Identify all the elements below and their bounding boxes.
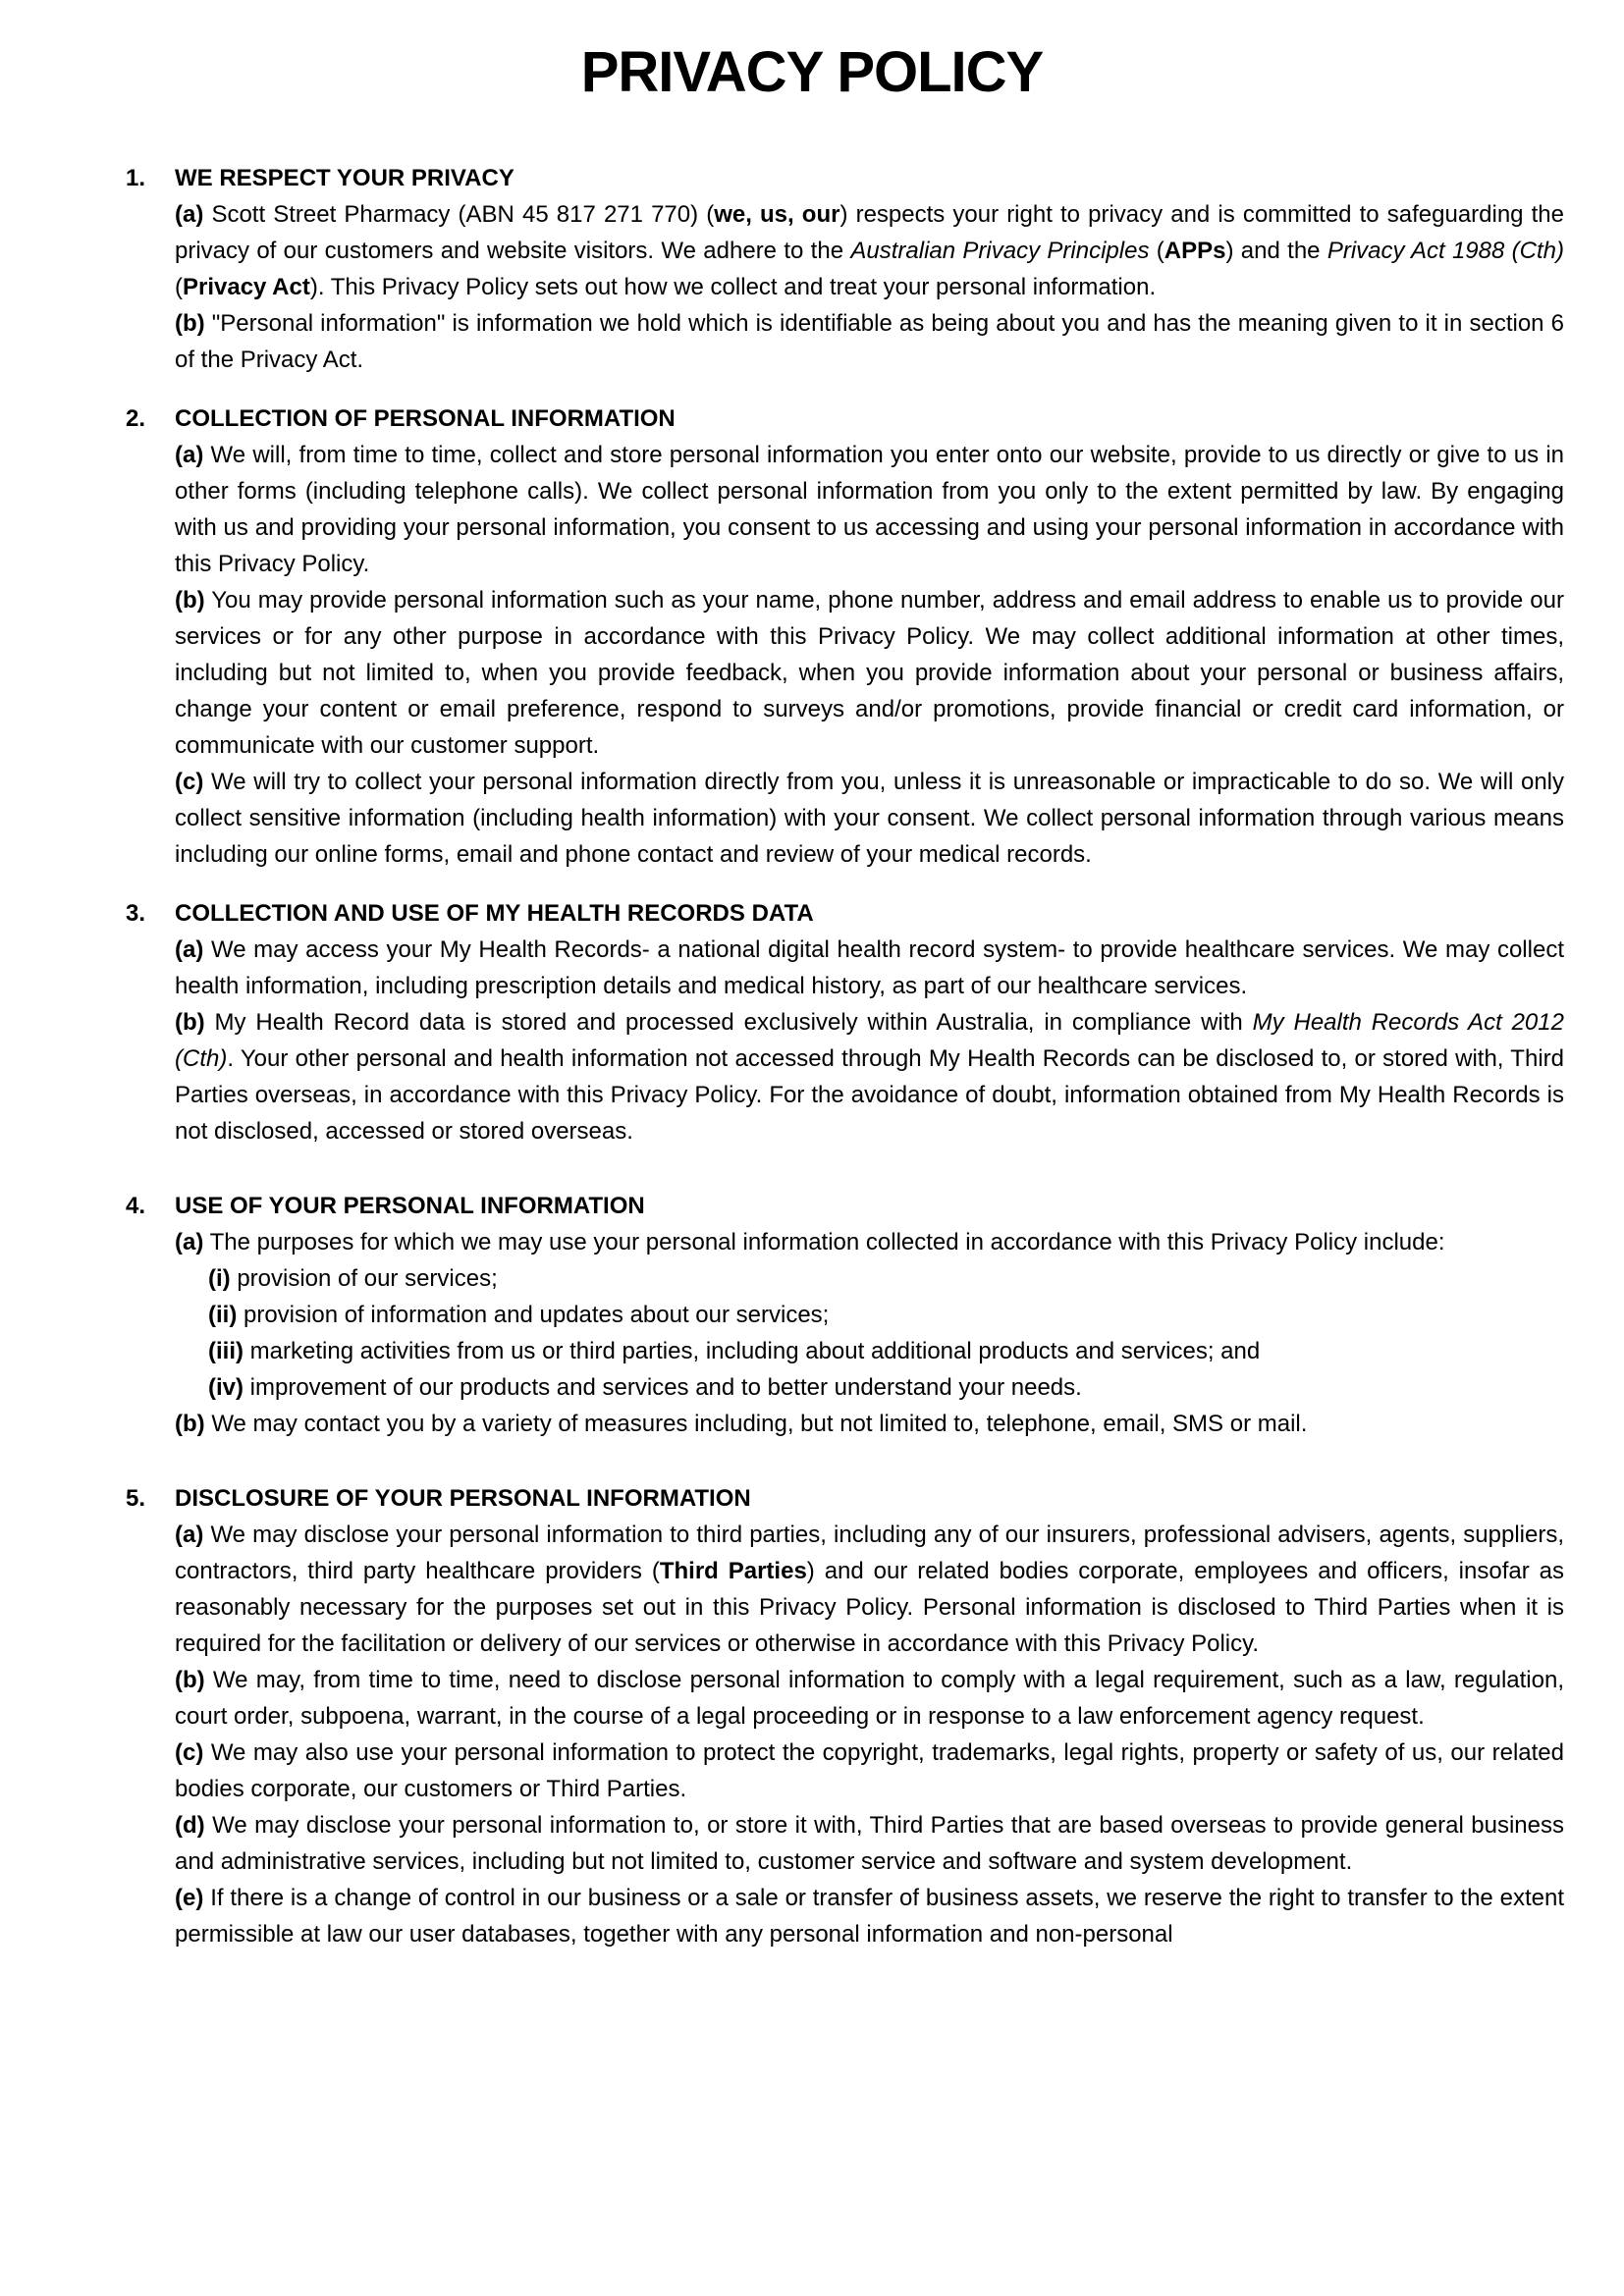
section-body xyxy=(175,1224,1564,1442)
text-run: (c) xyxy=(175,769,204,795)
text-run: Australian Privacy Principles xyxy=(850,238,1150,264)
text-run: We may disclose your personal information to third parties, including any of our insurers, professional advisers, agents, suppliers, contractors, third party healthcare providers ( xyxy=(175,1522,1564,1584)
text-run: Privacy Act 1988 (Cth) xyxy=(1326,238,1564,264)
text-run: We will, from time to time, collect and store personal information you enter onto our website, provide to us directly or give to us in other forms (including telephone calls). We collect personal information from you only to the extent permitted by law. By engaging with us and providing your personal information, you consent to us accessing and using your personal information in accordance with this Privacy Policy. xyxy=(175,442,1564,577)
section-body xyxy=(175,1517,1564,1952)
paragraph xyxy=(175,932,1564,1004)
section-heading: WE RESPECT YOUR PRIVACY xyxy=(175,165,514,191)
paragraph xyxy=(175,1880,1564,1952)
paragraph xyxy=(175,196,1564,305)
text-run: (b) xyxy=(175,587,205,614)
text-run: (a) xyxy=(175,201,204,228)
text-run: (i) xyxy=(208,1265,231,1292)
text-run: Third Parties xyxy=(659,1558,807,1584)
text-run: We may access your My Health Records- a national digital health record system- to provide healthcare services. We may collect health information, including prescription details and medical history, as part of our healthcare services. xyxy=(175,936,1564,999)
text-run: APPs xyxy=(1164,238,1226,264)
text-run: ) respects your right to privacy and is committed to safeguarding the privacy of our customers and website visitors. We adhere to the xyxy=(175,201,1565,264)
text-run: We will try to collect your personal information directly from you, unless it is unreasonable or impracticable to do so. We will only collect sensitive information (including health information) with your consent. We collect personal information through various means including our online forms, email and phone contact and review of your medical records. xyxy=(175,769,1564,868)
text-run: We may also use your personal information to protect the copyright, trademarks, legal rights, property or safety of us, our related bodies corporate, our customers or Third Parties. xyxy=(175,1739,1564,1802)
text-run: The purposes for which we may use your personal information collected in accordance with this Privacy Policy include: xyxy=(203,1229,1445,1255)
text-run: provision of our services; xyxy=(230,1265,498,1292)
paragraph xyxy=(208,1260,1564,1297)
text-run: ) and the xyxy=(1225,238,1327,264)
paragraph xyxy=(208,1333,1564,1369)
section xyxy=(126,400,1564,873)
text-run: (a) xyxy=(175,1522,204,1548)
section-heading: DISCLOSURE OF YOUR PERSONAL INFORMATION xyxy=(175,1485,751,1512)
section-heading: USE OF YOUR PERSONAL INFORMATION xyxy=(175,1193,645,1219)
document-title: PRIVACY POLICY xyxy=(580,40,1044,104)
section xyxy=(126,1480,1564,1952)
section-number: 5. xyxy=(126,1485,146,1512)
sections-container xyxy=(126,160,1564,1952)
paragraph xyxy=(175,1807,1564,1880)
section-heading: COLLECTION AND USE OF MY HEALTH RECORDS DATA xyxy=(175,900,814,927)
text-run: provision of information and updates about our services; xyxy=(237,1302,830,1328)
text-run: (ii) xyxy=(208,1302,238,1328)
paragraph xyxy=(175,1224,1564,1260)
text-run: We may contact you by a variety of measures including, but not limited to, telephone, email, SMS or mail. xyxy=(204,1411,1308,1437)
text-run: "Personal information" is information we hold which is identifiable as being about you and has the meaning given to it in section 6 of the Privacy Act. xyxy=(175,310,1564,373)
text-run: You may provide personal information such as your name, phone number, address and email address to enable us to provide our services or for any other purpose in accordance with this Privacy Policy. We may collect additional information at other times, including but not limited to, when you provide feedback, when you provide information about your personal or business affairs, change your content or email preference, respond to surveys and/or promotions, provide financial or credit card information, or communicate with our customer support. xyxy=(175,587,1564,759)
paragraph xyxy=(175,437,1564,582)
section-number: 4. xyxy=(126,1193,146,1219)
section xyxy=(126,1188,1564,1442)
text-run: ) and our related bodies corporate, employees and officers, insofar as reasonably necessary for the purposes set out in this Privacy Policy. Personal information is disclosed to Third Parties when it is required for the facilitation or delivery of our services or otherwise in accordance with this Privacy Policy. xyxy=(175,1558,1564,1657)
paragraph xyxy=(175,1662,1564,1735)
text-run: (b) xyxy=(175,310,205,337)
text-run: (a) xyxy=(175,936,204,963)
text-run: If there is a change of control in our business or a sale or transfer of business assets, we reserve the right to transfer to the extent permissible at law our user databases, together with any personal information and non-personal xyxy=(175,1885,1564,1948)
paragraph xyxy=(208,1297,1564,1333)
section-number: 2. xyxy=(126,405,146,432)
text-run: We may, from time to time, need to disclose personal information to comply with a legal requirement, such as a law, regulation, court order, subpoena, warrant, in the course of a legal proceeding or in response to a law enforcement agency request. xyxy=(175,1667,1564,1730)
text-run: ( xyxy=(175,274,183,300)
text-run: We may disclose your personal information to, or store it with, Third Parties that are based overseas to provide general business and administrative services, including but not limited to, customer service and software and system development. xyxy=(175,1812,1564,1875)
section-number: 3. xyxy=(126,900,146,927)
text-run: Scott Street Pharmacy (ABN 45 817 271 770) ( xyxy=(203,201,715,228)
section-body xyxy=(175,437,1564,873)
text-run: ). This Privacy Policy sets out how we collect and treat your personal information. xyxy=(309,274,1157,300)
text-run: (iv) xyxy=(208,1374,244,1401)
text-run: (d) xyxy=(175,1812,205,1839)
text-run: Privacy Act xyxy=(183,274,310,300)
paragraph xyxy=(208,1369,1564,1406)
paragraph xyxy=(175,305,1564,378)
paragraph xyxy=(175,764,1564,873)
paragraph xyxy=(175,582,1564,764)
section-number: 1. xyxy=(126,165,146,191)
paragraph xyxy=(175,1406,1564,1442)
text-run: marketing activities from us or third parties, including about additional products and services; and xyxy=(244,1338,1261,1364)
text-run: (a) xyxy=(175,442,204,468)
text-run: (c) xyxy=(175,1739,204,1766)
text-run: My Health Record data is stored and processed exclusively within Australia, in compliance with xyxy=(204,1009,1253,1036)
text-run: we, us, our xyxy=(714,201,840,228)
paragraph xyxy=(175,1517,1564,1662)
text-run: . Your other personal and health information not accessed through My Health Records can be disclosed to, or stored with, Third Parties overseas, in accordance with this Privacy Policy. For the avoidance of doubt, information obtained from My Health Records is not disclosed, accessed or stored overseas. xyxy=(175,1045,1564,1145)
text-run: (iii) xyxy=(208,1338,244,1364)
text-run: (b) xyxy=(175,1411,205,1437)
section-body xyxy=(175,932,1564,1149)
text-run: (b) xyxy=(175,1009,205,1036)
text-run: My Health Records Act 2012 (Cth) xyxy=(175,1009,1564,1072)
text-run: (a) xyxy=(175,1229,204,1255)
paragraph xyxy=(175,1004,1564,1149)
text-run: improvement of our products and services and to better understand your needs. xyxy=(244,1374,1082,1401)
section-heading: COLLECTION OF PERSONAL INFORMATION xyxy=(175,405,676,432)
section xyxy=(126,160,1564,378)
text-run: ( xyxy=(1149,238,1164,264)
section xyxy=(126,895,1564,1149)
text-run: (e) xyxy=(175,1885,204,1911)
paragraph xyxy=(175,1735,1564,1807)
section-body xyxy=(175,196,1564,378)
text-run: (b) xyxy=(175,1667,205,1693)
